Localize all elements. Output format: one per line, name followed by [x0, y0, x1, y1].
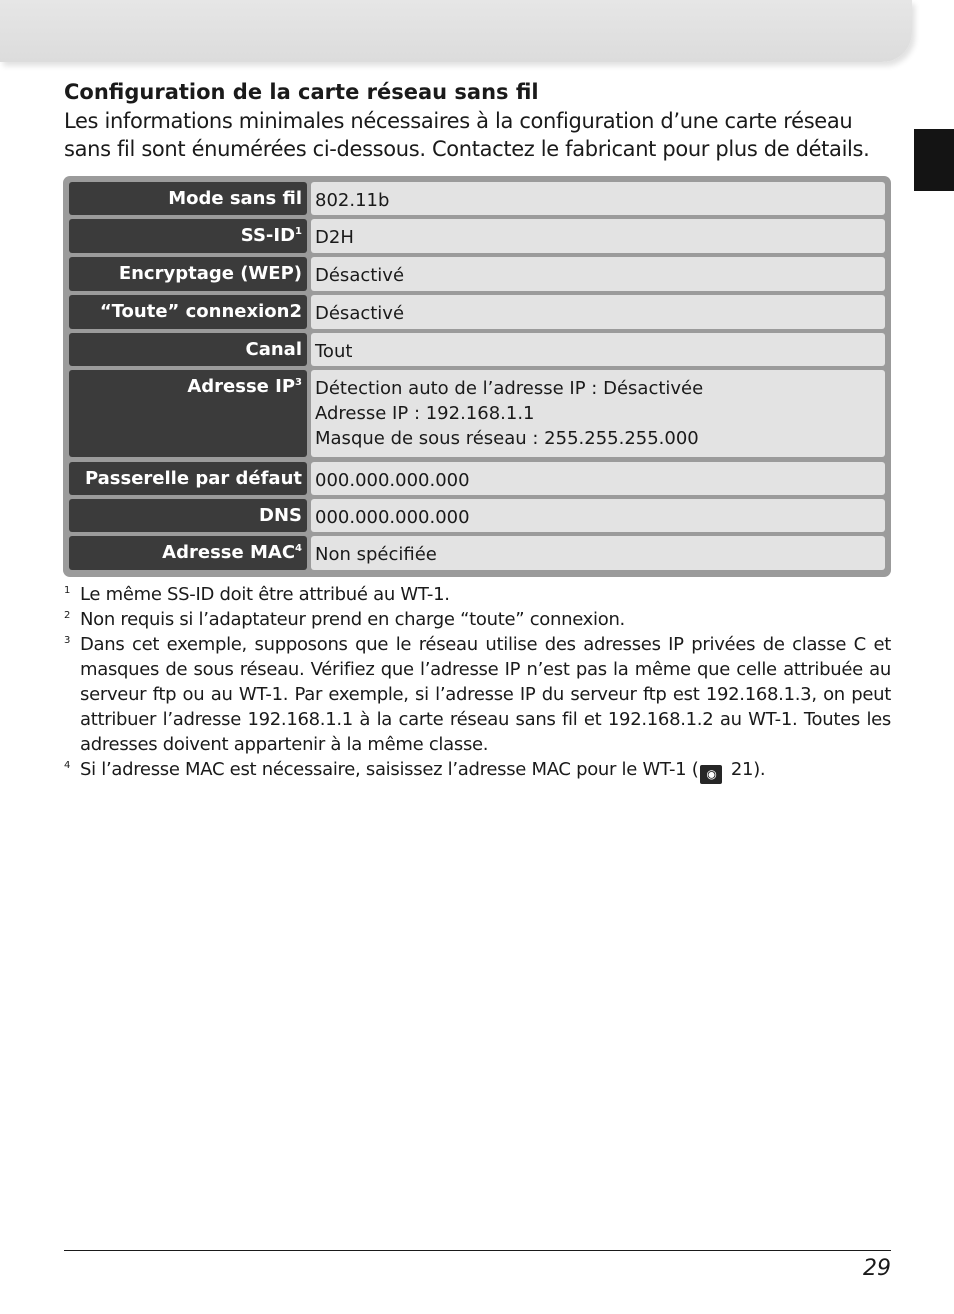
table-row — [69, 462, 885, 495]
section-title: Configuration de la carte réseau sans fil — [64, 80, 539, 104]
row-value: Désactivé — [311, 257, 885, 291]
row-label: DNS — [69, 499, 307, 532]
footnote-number: 3 — [64, 635, 71, 646]
row-label: $SS-ID^1$ — [69, 219, 307, 253]
table-row — [69, 257, 885, 291]
table-row — [69, 182, 885, 215]
footnote-number: 2 — [64, 610, 71, 621]
table-row — [69, 370, 885, 457]
row-label: Passerelle par défaut — [69, 462, 307, 495]
row-value: Détection auto de l’adresse IP : Désactivée Adresse IP : 192.168.1.1 Masque de sous réseau : 255.255.255.000 — [311, 370, 885, 457]
row-value: 802.11b — [311, 182, 885, 215]
row-value: 000.000.000.000 — [311, 499, 885, 532]
row-value: Non spécifiée — [311, 536, 885, 570]
row-value: D2H — [311, 219, 885, 253]
row-value: Désactivé — [311, 295, 885, 329]
row-value: 000.000.000.000 — [311, 462, 885, 495]
footnote: 2 Non requis si l’adaptateur prend en charge “toute” connexion. — [64, 609, 625, 630]
table-row — [69, 295, 885, 329]
row-label: Adresse $IP^3$ — [69, 370, 307, 457]
header-band — [0, 0, 912, 62]
page-number: 29 — [863, 1256, 891, 1281]
table-row — [69, 499, 885, 532]
intro-paragraph: Les informations minimales nécessaires à la configuration d’une carte réseau sans fil sont énumérées ci-dessous. Contactez le fabricant pour plus de détails. — [64, 109, 870, 161]
footnote: 4 Si l’adresse MAC est nécessaire, saisissez l’adresse MAC pour le WT-1 ( ◉ 21). — [64, 757, 891, 784]
footnote-ref: 4 — [295, 543, 302, 554]
footnote: 3 Dans cet exemple, supposons que le réseau utilise des adresses IP privées de classe C et masques de sous réseau. Vérifiez que l’adresse IP n’est pas la même que celle attribuée au serveur ftp ou au WT-1. Par exemple, si l’adresse IP du serveur ftp est 192.168.1.3, on peut attribuer l’adresse 192.168.1.1 à la carte réseau sans fil et 192.168.1.2 au WT-1. Toutes les adresses doivent appartenir à la même classe. — [64, 634, 891, 755]
settings-table — [63, 176, 891, 577]
row-label: Mode sans fil — [69, 182, 307, 215]
table-row — [69, 333, 885, 366]
chapter-tab — [914, 129, 954, 191]
row-label: Adresse MAC$^4$ — [69, 536, 307, 570]
row-value: Tout — [311, 333, 885, 366]
footnote-ref: 3 — [295, 377, 302, 388]
table-row — [69, 536, 885, 570]
footnote-number: 4 — [64, 760, 71, 771]
footnotes — [64, 582, 891, 784]
row-label: Encryptage (WEP) — [69, 257, 307, 291]
footnote: 1 Le même SS-ID doit être attribué au WT-1. — [64, 584, 450, 605]
page-reference-icon[interactable]: ◉ — [700, 765, 722, 784]
row-label: “Toute” connexion2 — [69, 295, 307, 329]
table-row — [69, 219, 885, 253]
footer-rule — [64, 1250, 891, 1251]
footnote-number: 1 — [64, 585, 71, 596]
row-label: Canal — [69, 333, 307, 366]
footnote-ref: 1 — [295, 226, 302, 237]
